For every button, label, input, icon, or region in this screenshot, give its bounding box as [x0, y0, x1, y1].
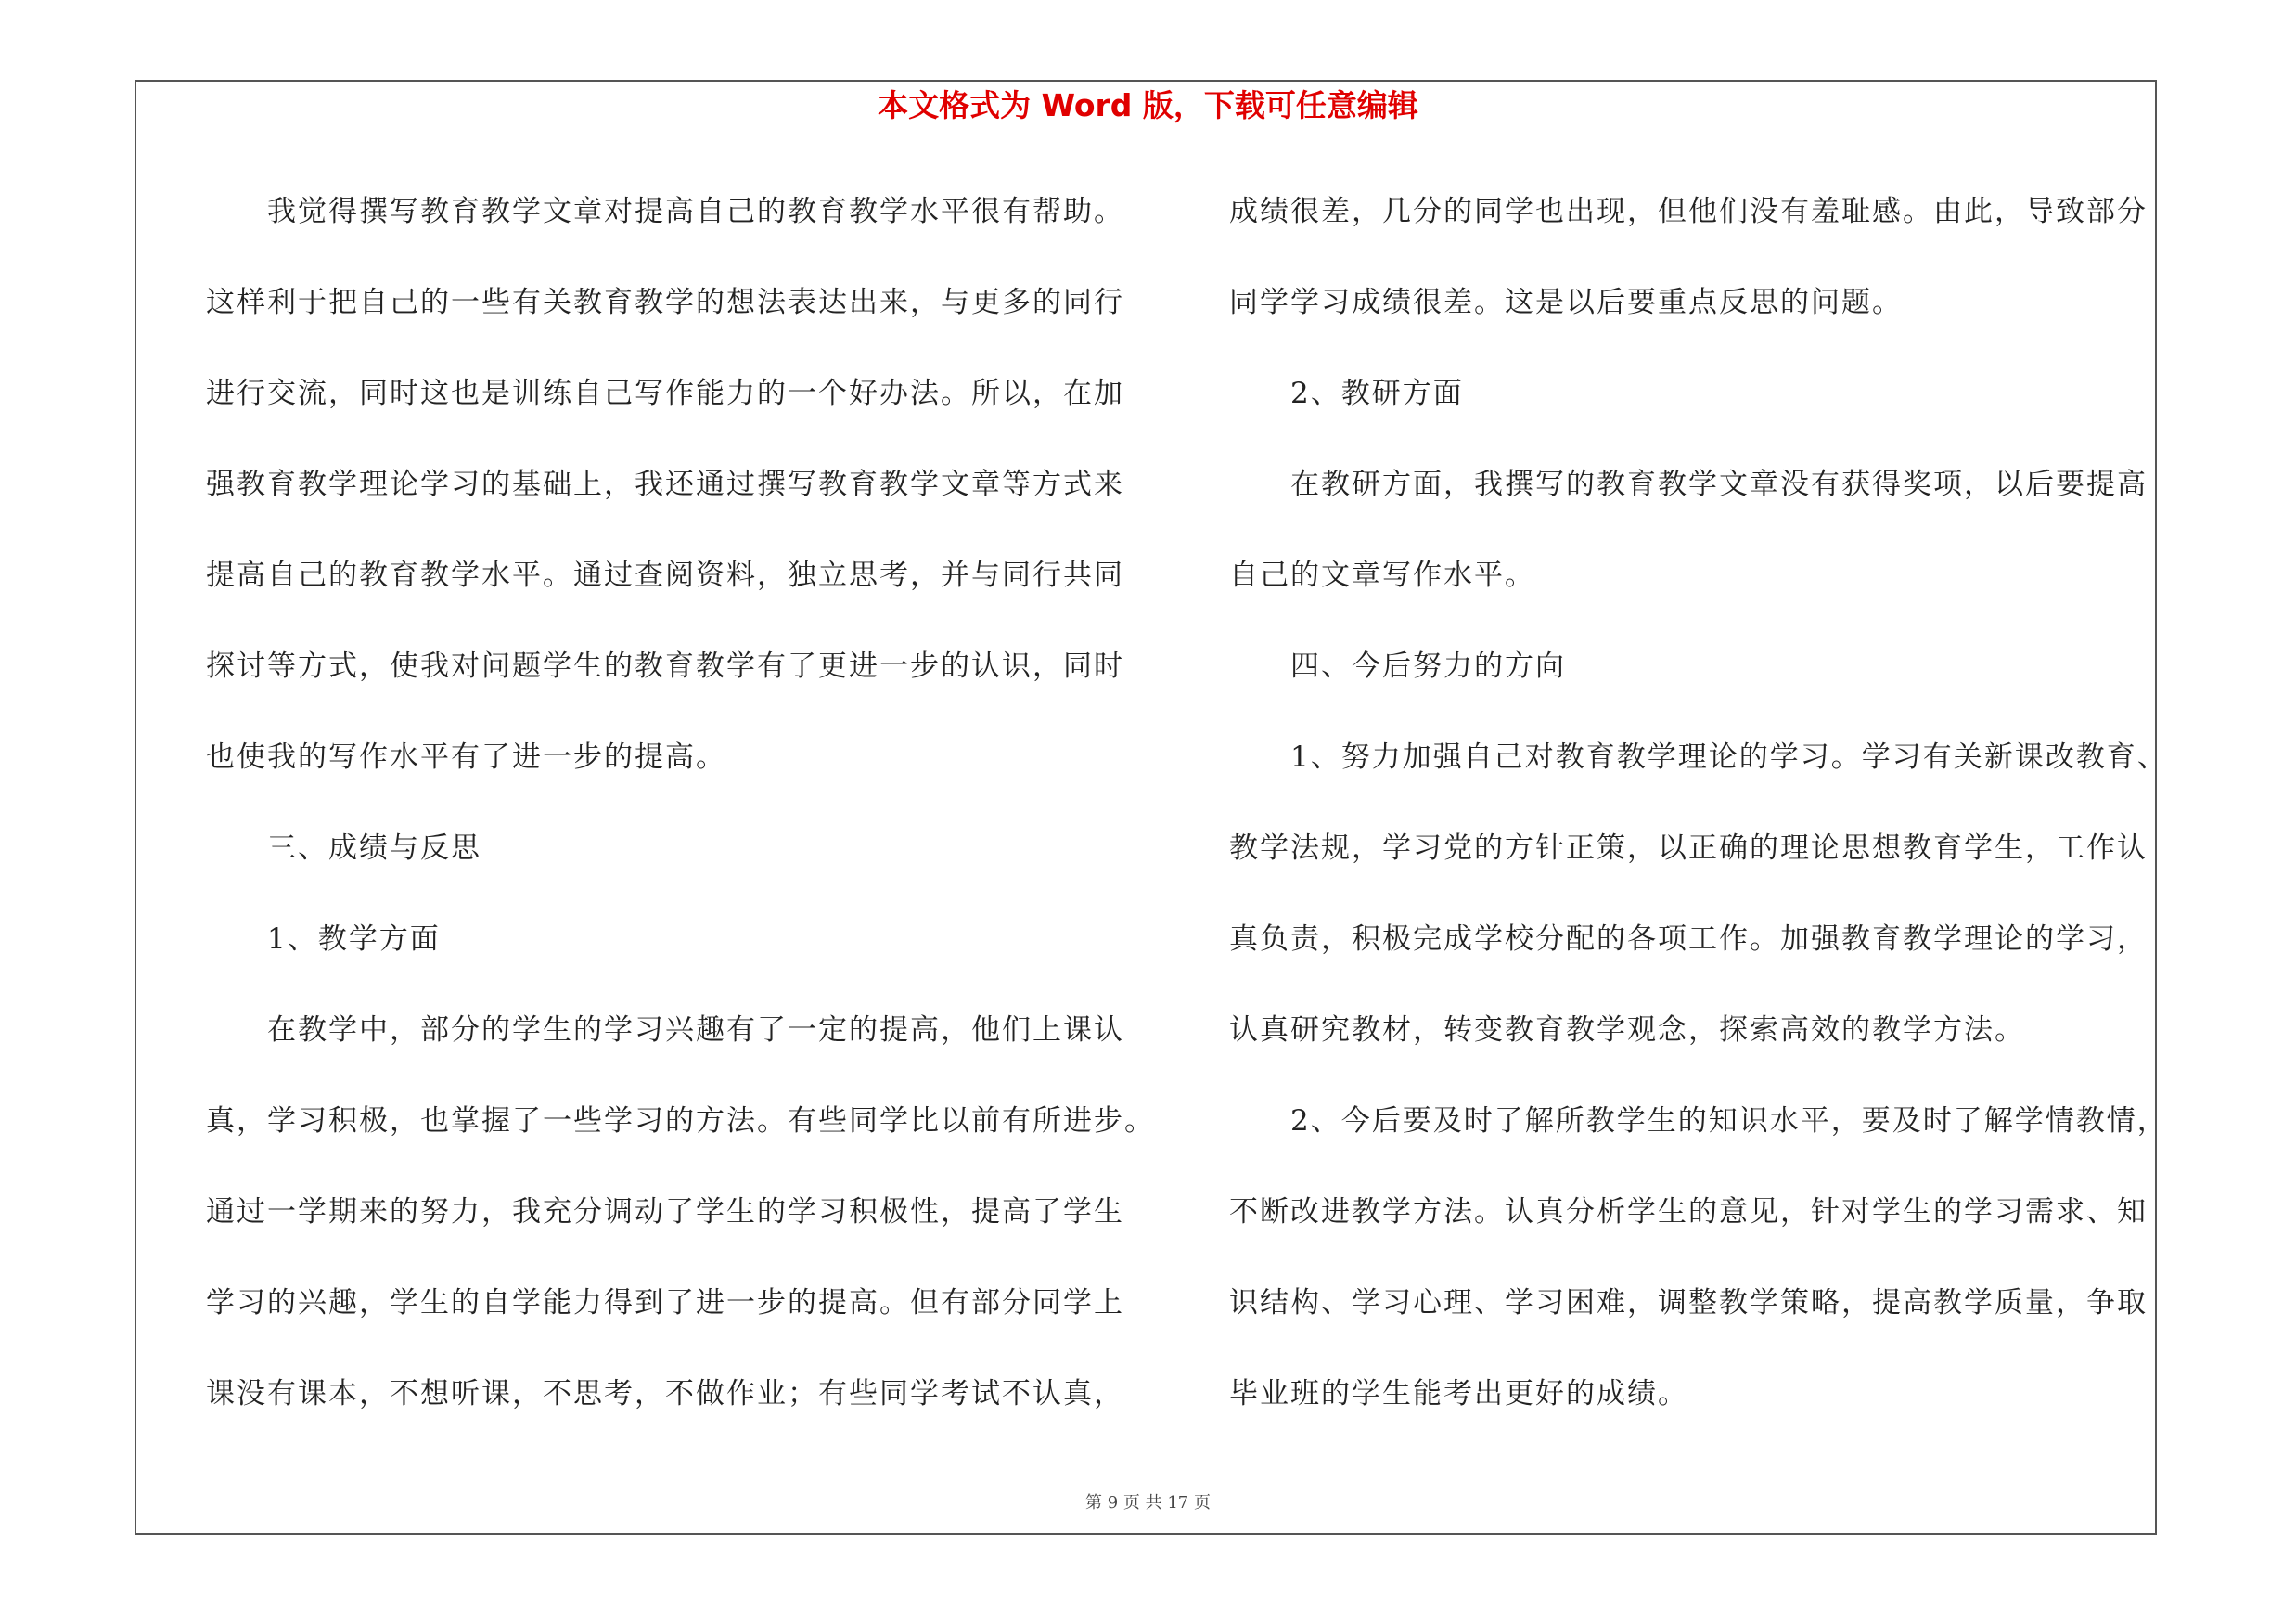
- text-line: 1、努力加强自己对教育教学理论的学习。学习有关新课改教育、: [1290, 741, 2168, 774]
- text-line: 在教学中，部分的学生的学习兴趣有了一定的提高，他们上课认: [267, 1013, 1124, 1047]
- text-line: 进行交流，同时这也是训练自己写作能力的一个好办法。所以，在加: [206, 377, 1124, 410]
- text-line: 教学法规，学习党的方针正策，以正确的理论思想教育学生，工作认: [1229, 831, 2148, 865]
- subsection-heading: 2、教研方面: [1290, 377, 1464, 410]
- text-line: 探讨等方式，使我对问题学生的教育教学有了更进一步的认识，同时: [206, 650, 1124, 683]
- section-heading: 三、成绩与反思: [267, 831, 481, 865]
- text-line: 也使我的写作水平有了进一步的提高。: [206, 741, 726, 774]
- text-line: 这样利于把自己的一些有关教育教学的想法表达出来，与更多的同行: [206, 286, 1124, 319]
- text-line: 真，学习积极，也掌握了一些学习的方法。有些同学比以前有所进步。: [206, 1104, 1155, 1138]
- text-line: 自己的文章写作水平。: [1229, 559, 1535, 592]
- text-line: 真负责，积极完成学校分配的各项工作。加强教育教学理论的学习，: [1229, 922, 2148, 956]
- text-line: 通过一学期来的努力，我充分调动了学生的学习积极性，提高了学生: [206, 1195, 1124, 1229]
- section-heading: 四、今后努力的方向: [1290, 650, 1566, 683]
- subsection-heading: 1、教学方面: [267, 922, 441, 956]
- text-line: 识结构、学习心理、学习困难，调整教学策略，提高教学质量，争取: [1229, 1286, 2148, 1320]
- text-line: 我觉得撰写教育教学文章对提高自己的教育教学水平很有帮助。: [267, 195, 1124, 228]
- text-line: 毕业班的学生能考出更好的成绩。: [1229, 1377, 1688, 1410]
- format-notice-banner: 本文格式为 Word 版，下载可任意编辑: [878, 87, 1418, 123]
- page-number-footer: 第 9 页 共 17 页: [1085, 1493, 1211, 1513]
- text-line: 2、今后要及时了解所教学生的知识水平，要及时了解学情教情，: [1290, 1104, 2168, 1138]
- text-line: 认真研究教材，转变教育教学观念，探索高效的教学方法。: [1229, 1013, 2025, 1047]
- text-line: 成绩很差，几分的同学也出现，但他们没有羞耻感。由此，导致部分: [1229, 195, 2148, 228]
- text-line: 在教研方面，我撰写的教育教学文章没有获得奖项，以后要提高: [1290, 468, 2148, 501]
- text-line: 提高自己的教育教学水平。通过查阅资料，独立思考，并与同行共同: [206, 559, 1124, 592]
- text-line: 不断改进教学方法。认真分析学生的意见，针对学生的学习需求、知: [1229, 1195, 2148, 1229]
- text-line: 课没有课本，不想听课，不思考，不做作业；有些同学考试不认真，: [206, 1377, 1124, 1410]
- text-line: 同学学习成绩很差。这是以后要重点反思的问题。: [1229, 286, 1903, 319]
- text-line: 学习的兴趣，学生的自学能力得到了进一步的提高。但有部分同学上: [206, 1286, 1124, 1320]
- text-line: 强教育教学理论学习的基础上，我还通过撰写教育教学文章等方式来: [206, 468, 1124, 501]
